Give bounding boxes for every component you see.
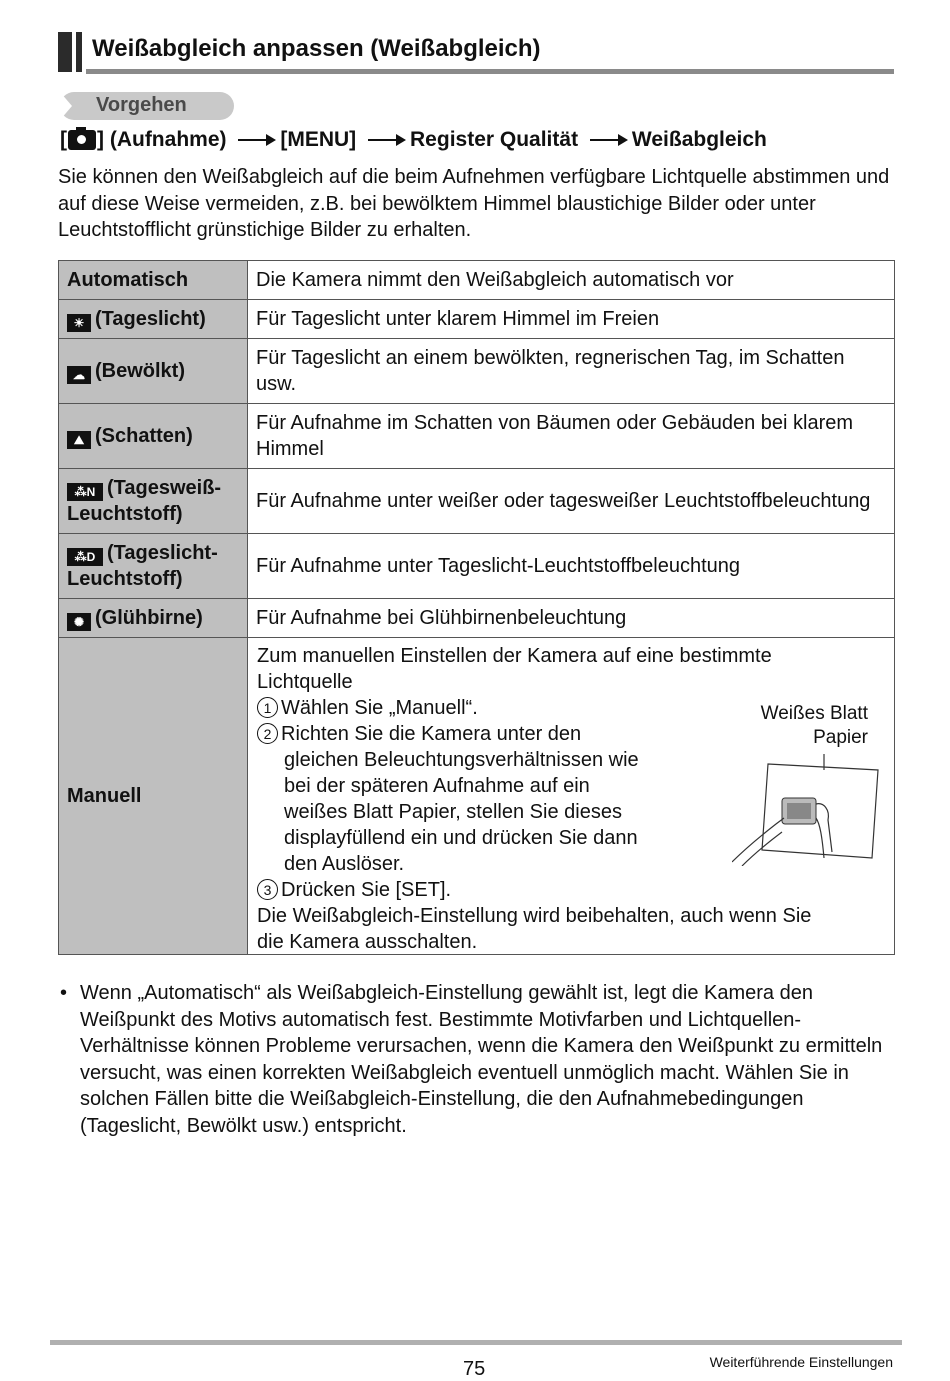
procedure-badge (60, 92, 234, 120)
daylight-icon: ☀ (67, 314, 91, 332)
manual-line: die Kamera ausschalten. (257, 931, 478, 953)
table-row (59, 261, 895, 300)
page-number: 75 (463, 1358, 486, 1380)
tungsten-icon: ✺ (67, 613, 91, 631)
cloudy-icon: ☁ (67, 366, 91, 384)
fluorescent-n-icon: ⁂N (67, 483, 103, 501)
step-3: 3 Drücken Sie [SET]. (257, 877, 451, 903)
white-balance-table (58, 260, 895, 955)
row-key: ⛰ (Schatten) (59, 404, 248, 469)
table-row (59, 404, 895, 469)
manual-line: displayfüllend ein und drücken Sie dann (284, 827, 638, 849)
title-underline (86, 69, 894, 74)
path-menu: [MENU] (280, 128, 357, 152)
row-key: ☁ (Bewölkt) (59, 339, 248, 404)
table-row (59, 599, 895, 638)
camera-icon (68, 130, 96, 150)
note-text: Wenn „Automatisch“ als Weißabgleich-Einstellung gewählt ist, legt die Kamera den Weißpunkt des Motivs automatisch fest. Bestimmte Motivfarben und Lichtquellen-Verhältnisse können Probleme verursachen, wenn die Kamera den Weißpunkt zu ermitteln versucht, was einen korrekten Weißabgleich eventuell unmöglich macht. Wählen Sie in solchen Fällen bitte die Weißabgleich-Einstellung, die den Aufnahmebedingungen (Tageslicht, Bewölkt usw.) entspricht. (80, 982, 883, 1137)
table-row (59, 469, 895, 534)
manual-line: Lichtquelle (257, 671, 353, 693)
camera-white-paper-illustration (732, 754, 882, 866)
step-1: 1 Wählen Sie „Manuell“. (257, 695, 478, 721)
row-key: ✺ (Glühbirne) (59, 599, 248, 638)
path-record: ] (Aufnahme) (97, 128, 227, 152)
step-2: 2 Richten Sie die Kamera unter den (257, 721, 581, 747)
page-title-bar (58, 32, 894, 74)
fluorescent-d-icon: ⁂D (67, 548, 103, 566)
intro-text: Sie können den Weißabgleich auf die beim Aufnehmen verfügbare Lichtquelle abstimmen und auf diese Weise vermeiden, z.B. bei bewölktem Himmel blaustichige Bilder oder unter Leuchtstofflicht grünstichige Bilder zu erhalten. (58, 166, 890, 241)
manual-line: bei der späteren Aufnahme auf ein (284, 775, 590, 797)
bullet-icon: • (60, 982, 68, 1004)
path-register: Register Qualität (410, 128, 579, 152)
row-key: ⁂D (Tageslicht-Leuchtstoff) (59, 534, 248, 599)
footer-section: Weiterführende Einstellungen (709, 1354, 893, 1370)
row-key: Automatisch (59, 261, 248, 300)
row-desc: Für Aufnahme im Schatten von Bäumen oder Gebäuden bei klarem Himmel (248, 404, 895, 469)
chevron-icon (60, 92, 72, 120)
manual-line: gleichen Beleuchtungsverhältnissen wie (284, 749, 639, 771)
title-marker-thin (76, 32, 82, 72)
procedure-label: Vorgehen (96, 94, 187, 116)
manual-line: den Auslöser. (284, 853, 405, 875)
arrow-right-icon (238, 139, 274, 141)
manual-line: Die Weißabgleich-Einstellung wird beibehalten, auch wenn Sie (257, 905, 812, 927)
manual-line: weißes Blatt Papier, stellen Sie dieses (284, 801, 622, 823)
step-number: 1 (257, 697, 278, 718)
row-desc: Für Tageslicht unter klarem Himmel im Freien (248, 300, 895, 339)
row-desc: Für Tageslicht an einem bewölkten, regnerischen Tag, im Schatten usw. (248, 339, 895, 404)
page-title: Weißabgleich anpassen (Weißabgleich) (92, 35, 541, 62)
table-row (59, 534, 895, 599)
table-row (59, 300, 895, 339)
arrow-right-icon (368, 139, 404, 141)
shade-icon: ⛰ (67, 431, 91, 449)
arrow-right-icon (590, 139, 626, 141)
figure-label: Weißes Blatt Papier (760, 703, 868, 748)
row-key: ⁂N (Tagesweiß-Leuchtstoff) (59, 469, 248, 534)
manual-desc (248, 638, 895, 955)
footer-rule (50, 1340, 902, 1345)
manual-line: Zum manuellen Einstellen der Kamera auf eine bestimmte (257, 645, 772, 667)
row-desc: Für Aufnahme unter Tageslicht-Leuchtstoffbeleuchtung (248, 534, 895, 599)
step-number: 2 (257, 723, 278, 744)
note-block (58, 980, 898, 1139)
title-marker (58, 32, 72, 72)
path-target: Weißabgleich (631, 128, 767, 152)
row-desc: Für Aufnahme bei Glühbirnenbeleuchtung (248, 599, 895, 638)
row-key: Manuell (59, 638, 248, 955)
row-desc: Die Kamera nimmt den Weißabgleich automatisch vor (248, 261, 895, 300)
menu-path (60, 128, 767, 152)
row-key: ☀ (Tageslicht) (59, 300, 248, 339)
row-desc: Für Aufnahme unter weißer oder tagesweißer Leuchtstoffbeleuchtung (248, 469, 895, 534)
table-row (59, 339, 895, 404)
step-number: 3 (257, 879, 278, 900)
path-open-bracket: [ (60, 128, 67, 152)
table-row-manual (59, 638, 895, 955)
